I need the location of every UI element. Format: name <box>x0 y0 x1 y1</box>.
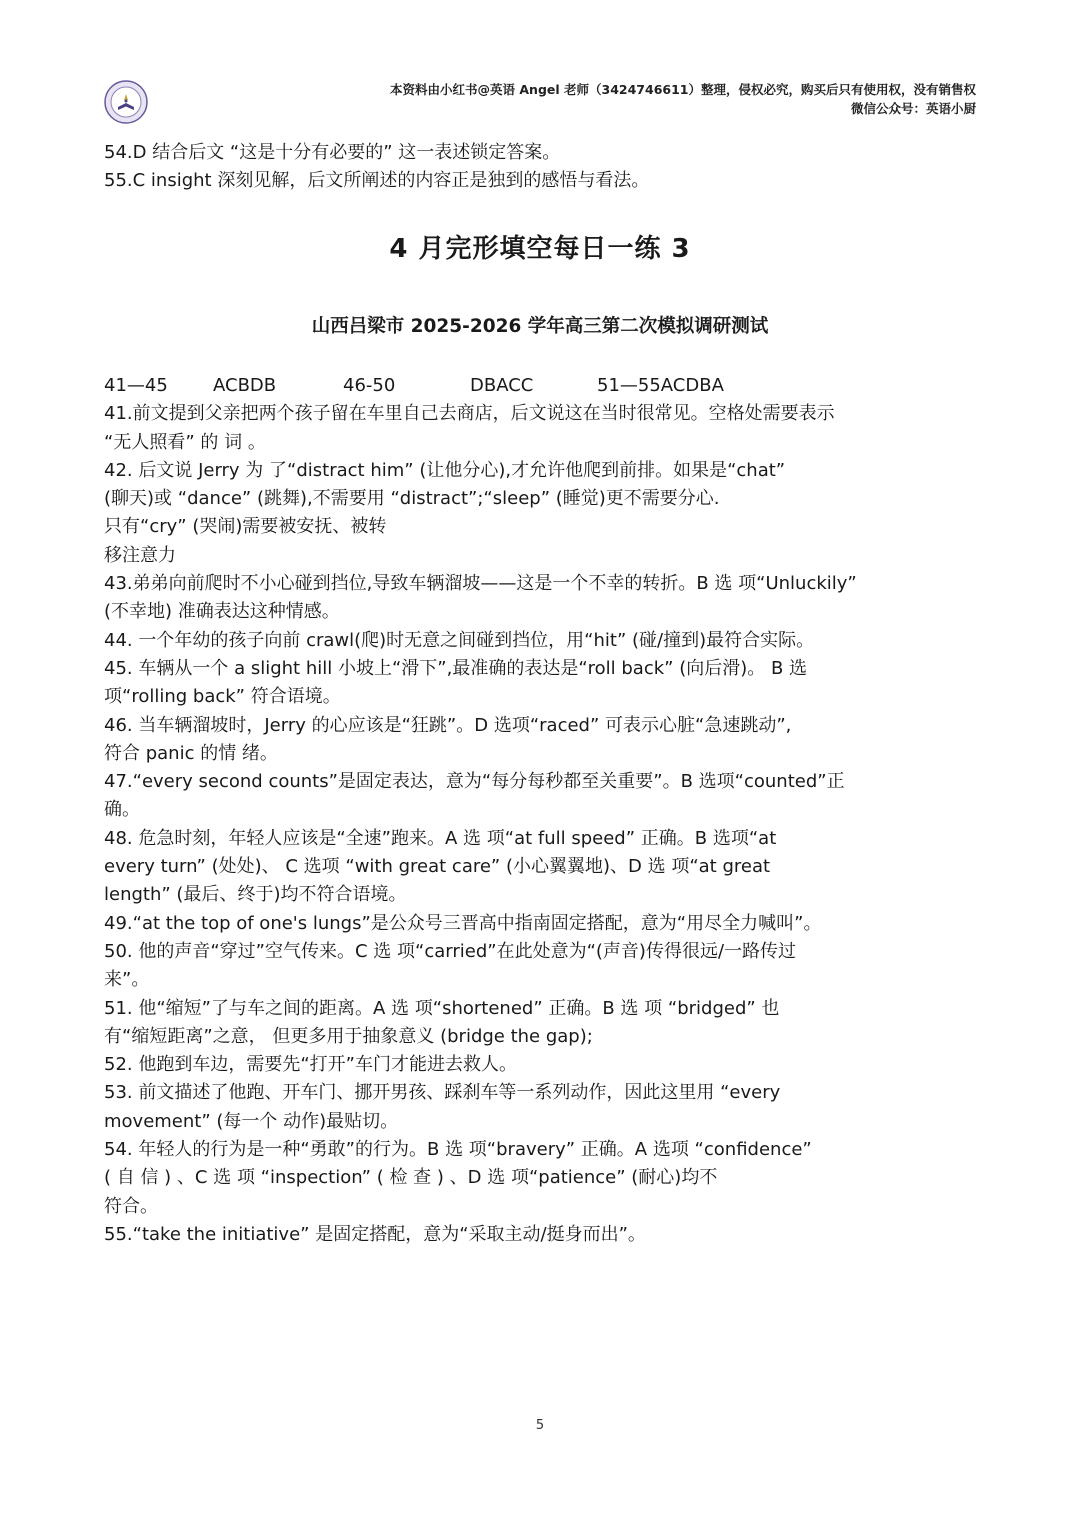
school-seal-icon <box>104 80 148 124</box>
text-line: 有“缩短距离”之意， 但更多用于抽象意义 (bridge the gap); <box>104 1025 593 1047</box>
text-line: “无人照看” 的 词 。 <box>104 431 266 453</box>
answer-letters: DBACC <box>470 375 534 396</box>
answer-range: 46-50 <box>343 375 396 396</box>
answer-key <box>104 372 978 400</box>
text-line: 44. 一个年幼的孩子向前 crawl(爬)时无意之间碰到挡位，用“hit” (碰/撞到)最符合实际。 <box>104 629 815 651</box>
text-line: 51. 他“缩短”了与车之间的距离。A 选 项“shortened” 正确。B 选 项 “bridged” 也 <box>104 997 780 1019</box>
exam-subtitle: 山西吕梁市 2025-2026 学年高三第二次模拟调研测试 <box>311 316 769 337</box>
text-line: length” (最后、终于)均不符合语境。 <box>104 884 407 906</box>
page-number: 5 <box>535 1418 545 1433</box>
answer-explanations <box>104 372 978 1249</box>
previous-answers <box>104 139 978 196</box>
text-line: 45. 车辆从一个 a slight hill 小坡上“滑下”,最准确的表达是“roll back” (向后滑)。 B 选 <box>104 657 808 679</box>
text-line: (不幸地) 准确表达这种情感。 <box>104 601 340 623</box>
text-line: 符合 panic 的情 绪。 <box>104 742 278 764</box>
text-line: 55.“take the initiative” 是固定搭配，意为“采取主动/挺身而出”。 <box>104 1223 646 1245</box>
wechat-account: 微信公众号：英语小厨 <box>850 101 976 116</box>
text-line: ( 自 信 ) 、C 选 项 “inspection” ( 检 查 ) 、D 选 项“patience” (耐心)均不 <box>104 1167 718 1189</box>
text-line: 41.前文提到父亲把两个孩子留在车里自己去商店，后文说这在当时很常见。空格处需要表示 <box>104 403 835 425</box>
answer-range: 41—45 <box>104 375 168 396</box>
header-notice <box>390 80 976 118</box>
text-line: 53. 前文描述了他跑、开车门、挪开男孩、踩刹车等一系列动作，因此这里用 “every <box>104 1082 781 1104</box>
text-line: 来”。 <box>104 969 150 991</box>
text-line: 42. 后文说 Jerry 为 了“distract him” (让他分心),才允许他爬到前排。如果是“chat” <box>104 459 786 481</box>
text-line: movement” (每一个 动作)最贴切。 <box>104 1110 399 1132</box>
text-line: 52. 他跑到车边，需要先“打开”车门才能进去救人。 <box>104 1054 517 1076</box>
text-line: 移注意力 <box>104 544 176 566</box>
text-line: 只有“cry” (哭闹)需要被安抚、被转 <box>104 516 387 538</box>
text-line: 48. 危急时刻，年轻人应该是“全速”跑来。A 选 项“at full speed” 正确。B 选项“at <box>104 827 777 849</box>
text-line: 确。 <box>104 799 140 821</box>
answer-range: 51—55ACDBA <box>597 375 724 396</box>
text-line: 项“rolling back” 符合语境。 <box>104 686 341 708</box>
copyright-notice: 本资料由小红书@英语 Angel 老师（3424746611）整理，侵权必究，购买后只有使用权，没有销售权 <box>390 82 976 97</box>
text-line: 54.D 结合后文 “这是十分有必要的” 这一表述锁定答案。 <box>104 142 561 163</box>
text-line: 43.弟弟向前爬时不小心碰到挡位,导致车辆溜坡——这是一个不幸的转折。B 选 项“Unluckily” <box>104 573 857 595</box>
text-line: 49.“at the top of one's lungs”是公众号三晋高中指南固定搭配，意为“用尽全力喊叫”。 <box>104 912 822 934</box>
text-line: 54. 年轻人的行为是一种“勇敢”的行为。B 选 项“bravery” 正确。A 选项 “confidence” <box>104 1139 812 1161</box>
text-line: 47.“every second counts”是固定表达，意为“每分每秒都至关重要”。B 选项“counted”正 <box>104 771 845 793</box>
answer-letters: ACBDB <box>213 375 277 396</box>
page-title: 4 月完形填空每日一练 3 <box>389 234 691 264</box>
text-line: 55.C insight 深刻见解，后文所阐述的内容正是独到的感悟与看法。 <box>104 170 650 192</box>
text-line: every turn” (处处)、 C 选项 “with great care” (小心翼翼地)、D 选 项“at great <box>104 856 771 878</box>
text-line: 46. 当车辆溜坡时，Jerry 的心应该是“狂跳”。D 选项“raced” 可表示心脏“急速跳动”, <box>104 714 792 736</box>
text-line: (聊天)或 “dance” (跳舞),不需要用 “distract”;“sleep” (睡觉)更不需要分心. <box>104 488 720 510</box>
text-line: 符合。 <box>104 1195 158 1217</box>
text-line: 50. 他的声音“穿过”空气传来。C 选 项“carried”在此处意为“(声音)传得很远/一路传过 <box>104 940 797 962</box>
